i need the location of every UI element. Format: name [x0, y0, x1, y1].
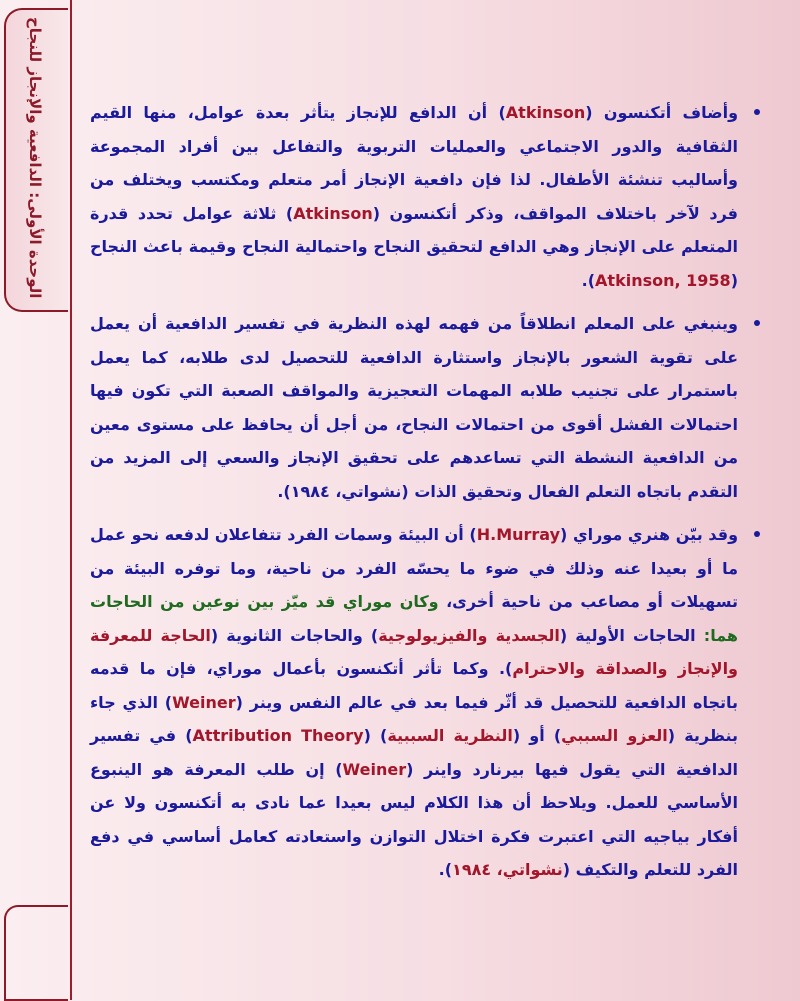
term-atkinson: Atkinson — [293, 203, 373, 223]
bullet-icon — [754, 531, 760, 537]
unit-title: الوحدة الأولى: الدافعية والإنجاز للنجاح — [26, 17, 44, 299]
text-run: وينبغي على المعلم انطلاقاً من فهمه لهذه النظرية في تفسير الدافعية أن يعمل على تقوية الشعور بالإنجاز واستثارة الدافعية للتحصيل لدى طلابه، كما يعمل باستمرار على تجنيب طلابه المهمات التعجيزية والمواقف الصعبة التي تكون فيها احتمالات الفشل أقوى من احتمالات النجاح، من أجل أن يحافظ على مستوى معين من الدافعية النشطة التي تساعدهم على تحقيق الإنجاز والسعي إلى المزيد من التقدم باتجاه التعلم الفعال وتحقيق الذات (نشواتي، ١٩٨٤). — [90, 314, 738, 501]
text-run: ) في تفسير الدافعية التي يقول فيها بيرنارد واينر ( — [90, 726, 738, 779]
text-run: ) أو ( — [512, 726, 562, 745]
term-causal-attribution: العزو السببي — [561, 726, 668, 745]
text-run: ) والحاجات الثانوية ( — [210, 625, 379, 645]
citation-nashwati-1984: نشواتي، ١٩٨٤ — [452, 860, 563, 879]
citation-atkinson-1958: Atkinson, 1958 — [595, 270, 731, 290]
main-text — [90, 96, 738, 897]
paragraph-murray — [90, 518, 738, 887]
unit-side-tab-label-wrap — [4, 8, 66, 308]
text-run: وأضاف أتكنسون ( — [585, 103, 739, 122]
text-run: الحاجات الأولية ( — [559, 625, 704, 645]
text-run: ) أن البيئة وسمات الفرد تتفاعلان لدفعه نحو عمل ما أو بعيدا عنه وذلك في ضوء ما يحسّه الفرد من ناحية، وما توفره البيئة من تسهيلات أو مصاعب من ناحية أخرى، — [90, 525, 738, 611]
text-run: ) إن طلب المعرفة هو الينبوع الأساسي للعمل. ويلاحظ أن هذا الكلام ليس بعيدا عما نادى به أتكنسون ولا عن أفكار بياجيه التي اعتبرت فكرة اختلال التوازن واستعادته كعامل أساسي في دفع الفرد للتعلم والتكيف ( — [90, 759, 738, 879]
text-run: ). — [581, 270, 596, 290]
term-secondary-needs: الحاجة للمعرفة والإنجاز والصداقة والاحترام — [90, 625, 739, 678]
term-physical-needs: الجسدية والفيزيولوجية — [378, 625, 560, 645]
page-number-box — [4, 905, 68, 1001]
term-attribution-theory: Attribution Theory — [192, 726, 364, 745]
term-weiner: Weiner — [172, 692, 236, 712]
term-h-murray: H.Murray — [476, 525, 561, 544]
bullet-icon — [754, 320, 760, 326]
highlight-needs: وكان موراي قد ميّز بين نوعين من الحاجات هما: — [90, 592, 739, 645]
text-run: ). — [438, 860, 453, 879]
text-run: ) الذي جاء بنظرية ( — [90, 692, 739, 745]
text-run: ) ( — [363, 726, 388, 745]
text-run: ) أن الدافع للإنجاز يتأثر بعدة عوامل، منها القيم الثقافية والدور الاجتماعي والعمليات التربوية والتفاعل بين أفراد المجموعة وأساليب تنشئة الأطفال. لذا فإن دافعية الإنجاز أمر متعلم ومكتسب ويختلف من فرد لآخر باختلاف المواقف، وذكر أتكنسون ( — [90, 103, 739, 223]
term-causal-theory: النظرية السببية — [387, 726, 513, 745]
text-run: ) ثلاثة عوامل تحدد قدرة المتعلم على الإنجاز وهي الدافع لتحقيق النجاح واحتمالية النجاح وقيمة باعث النجاح ( — [90, 203, 738, 290]
text-run: ). وكما تأثر أتكنسون بأعمال موراي، فإن ما قدمه باتجاه الدافعية للتحصيل قد أثّر فيما بعد في عالم النفس وينر ( — [90, 659, 739, 712]
text-run: وقد بيّن هنري موراي ( — [560, 525, 739, 544]
term-weiner: Weiner — [342, 759, 407, 779]
bullet-icon — [754, 109, 760, 115]
term-atkinson: Atkinson — [505, 103, 586, 122]
paragraph-teacher — [90, 307, 738, 508]
paragraph-atkinson — [90, 96, 738, 297]
